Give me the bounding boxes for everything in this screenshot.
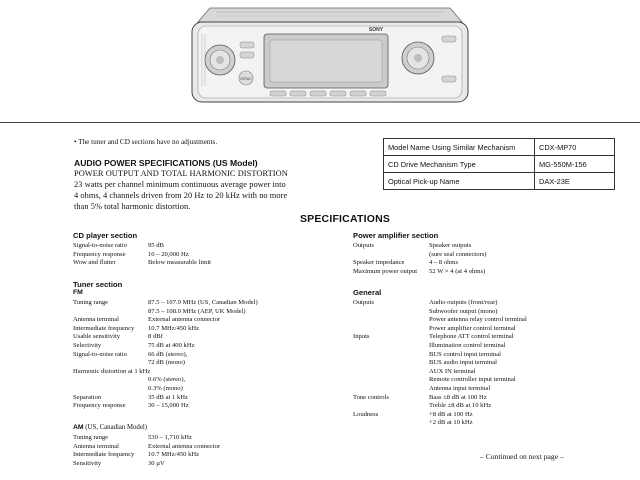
general-section-title: General — [353, 288, 382, 297]
spec-value: 10.7 MHz/450 kHz — [148, 451, 200, 459]
spec-label: Frequency response — [73, 250, 126, 258]
right-spec-column — [353, 0, 633, 480]
spec-value: AUX IN terminal — [429, 367, 476, 375]
spec-value: Audio outputs (front/rear) — [429, 299, 498, 306]
audio-power-title: AUDIO POWER SPECIFICATIONS (US Model) — [74, 158, 258, 168]
spec-value: Remote controller input terminal — [429, 376, 516, 384]
spec-value: 87.5 – 108.0 MHz (AEP, UK Model) — [148, 307, 246, 315]
spec-label: Antenna terminal — [73, 442, 119, 450]
spec-value: 4 – 8 ohms — [429, 259, 459, 267]
mechanism-value: DAX-23E — [535, 173, 615, 190]
spec-value: +2 dB at 10 kHz — [429, 419, 473, 427]
spec-label: Tuning range — [73, 434, 109, 441]
spec-label: Harmonic distortion at 1 kHz — [73, 367, 151, 375]
spec-label: Usable sensitivity — [73, 333, 121, 341]
spec-label: Tuning range — [73, 299, 109, 306]
am-subsection-title — [73, 424, 147, 431]
continued-note: – Continued on next page – — [480, 452, 564, 461]
mechanism-value: CDX-MP70 — [535, 139, 615, 156]
audio-power-line: POWER OUTPUT AND TOTAL HARMONIC DISTORTION — [74, 169, 288, 178]
spec-label: Selectivity — [73, 342, 102, 349]
spec-value: BUS control input terminal — [429, 350, 501, 358]
atrac-logo-text: ATRAC — [240, 77, 252, 81]
spec-label: Frequency response — [73, 402, 126, 410]
spec-value: 10.7 MHz/450 kHz — [148, 324, 200, 332]
spec-label: Intermediate frequency — [73, 324, 135, 332]
spec-value: Power antenna relay control terminal — [429, 316, 527, 324]
spec-value: 0.6% (stereo), — [148, 376, 186, 384]
amp-section-title: Power amplifier section — [353, 231, 439, 240]
spec-value: Power amplifier control terminal — [429, 324, 516, 332]
spec-value: 10 – 20,000 Hz — [148, 250, 189, 258]
spec-value: 35 dB at 1 kHz — [148, 393, 188, 401]
spec-value: 0.3% (mono) — [148, 385, 183, 392]
spec-value: Subwoofer output (mono) — [429, 307, 498, 315]
spec-label: Sensitivity — [73, 459, 102, 467]
mechanism-value: MG-550M-156 — [535, 156, 615, 173]
spec-value: Speaker outputs — [429, 242, 472, 249]
spec-value: Telephone ATT control terminal — [429, 333, 514, 341]
tuner-section-title: Tuner section — [73, 280, 123, 289]
spec-value: 52 W × 4 (at 4 ohms) — [429, 267, 486, 275]
spec-value: 66 dB (stereo), — [148, 350, 188, 358]
spec-value: 530 – 1,710 kHz — [148, 434, 192, 441]
tuner-note: • The tuner and CD sections have no adjustments. — [74, 138, 218, 146]
mechanism-label: Model Name Using Similar Mechanism — [384, 139, 535, 156]
spec-value: Antenna input terminal — [429, 385, 491, 392]
spec-label: Speaker impedance — [353, 259, 405, 267]
spec-value: BUS audio input terminal — [429, 359, 497, 367]
spec-value: 87.5 – 107.9 MHz (US, Canadian Model) — [148, 299, 258, 306]
spec-label: Signal-to-noise ratio — [73, 350, 128, 358]
spec-label: Outputs — [353, 242, 374, 249]
spec-value: Illumination control terminal — [429, 342, 506, 349]
spec-value: Treble ±8 dB at 10 kHz — [429, 402, 492, 410]
fm-subsection-title: FM — [73, 289, 83, 296]
spec-label: Wow and flutter — [73, 259, 116, 267]
spec-label: Tone controls — [353, 393, 389, 401]
audio-power-line: 4 ohms, 4 channels driven from 20 Hz to 20 kHz with no more — [74, 191, 288, 200]
spec-value: External antenna connector — [148, 442, 221, 450]
spec-value: +8 dB at 100 Hz — [429, 410, 473, 418]
am-label: AM — [73, 424, 84, 431]
spec-value: External antenna connector — [148, 316, 221, 324]
spec-value: 30 µV — [148, 459, 165, 467]
audio-power-line: 23 watts per channel minimum continuous average power into — [74, 180, 286, 189]
spec-value: 75 dB at 400 kHz — [148, 342, 195, 349]
spec-label: Loudness — [353, 410, 379, 418]
mechanism-label: Optical Pick-up Name — [384, 173, 535, 190]
am-label-suffix: (US, Canadian Model) — [83, 424, 148, 431]
spec-value: Bass ±8 dB at 100 Hz — [429, 393, 487, 401]
spec-label: Maximum power output — [353, 267, 418, 275]
spec-value: 95 dB — [148, 242, 164, 249]
left-spec-column — [73, 0, 333, 480]
spec-value: 30 – 15,000 Hz — [148, 402, 189, 410]
specifications-title: SPECIFICATIONS — [299, 213, 391, 225]
spec-label: Outputs — [353, 299, 374, 306]
audio-power-line: than 5% total harmonic distortion. — [74, 202, 191, 211]
spec-value: (sure seal connectors) — [429, 250, 487, 258]
mechanism-label: CD Drive Mechanism Type — [384, 156, 535, 173]
spec-value: Below measurable limit — [148, 259, 211, 267]
spec-label: Antenna terminal — [73, 316, 119, 324]
spec-label: Inputs — [353, 333, 370, 341]
spec-value: 72 dB (mono) — [148, 359, 185, 367]
cd-section-title: CD player section — [73, 231, 138, 240]
brand-logo: SONY — [368, 27, 384, 33]
spec-label: Intermediate frequency — [73, 451, 135, 459]
spec-label: Separation — [73, 393, 102, 401]
spec-value: 8 dBf — [148, 333, 163, 341]
spec-label: Signal-to-noise ratio — [73, 242, 128, 249]
